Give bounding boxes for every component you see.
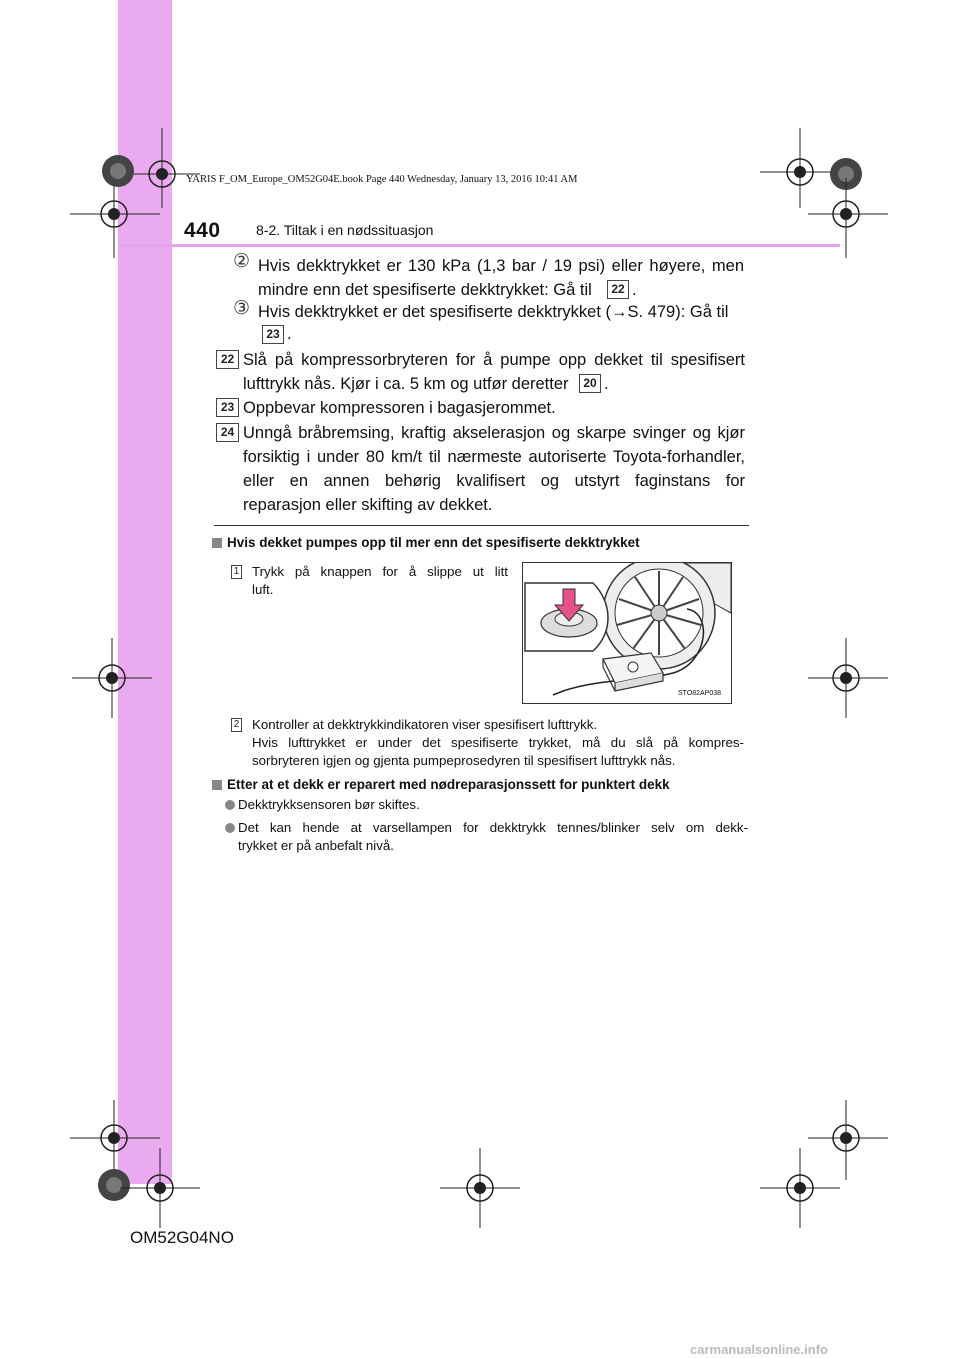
step-number-24: 24 [216,423,239,442]
substep-marker-2: ② [233,251,251,272]
substep-3-text-a: Hvis dekktrykket er det spesifiserte dekktrykket ( [258,303,612,321]
step-ref-22[interactable]: 22 [607,280,629,299]
starburst-top-left [101,154,135,188]
info-step-1-line2: luft. [252,582,274,597]
arrow-symbol: → [611,303,628,321]
document-code: OM52G04NO [130,1228,234,1247]
step-24-line3: eller en annen behørig kvalifisert og utstyrt faginstans for [243,472,745,490]
substep-3-end: . [287,325,292,343]
round-bullet-icon [225,800,235,810]
info-heading-1 [212,535,640,550]
info-heading-1-text: Hvis dekket pumpes opp til mer enn det spesifiserte dekktrykket [227,535,640,550]
registration-mark-bottom-left2 [120,1148,200,1228]
substep-2-end: . [632,281,637,299]
substep-marker-3: ③ [233,298,251,319]
step-24-line4: reparasjon eller skifting av dekket. [243,496,493,514]
step-ref-23[interactable]: 23 [262,325,284,344]
registration-mark-right-top [808,178,888,258]
section-divider [214,525,749,526]
illustration-code: STO82AP038 [678,690,722,697]
registration-mark-bottom-center [440,1148,520,1228]
header-rule [118,244,840,247]
info-heading-2-text: Etter at et dekk er reparert med nødreparasjonssett for punktert dekk [227,777,670,792]
substep-2-text: mindre enn det spesifiserte dekktrykket: Gå til [258,281,592,299]
step-22-line1: Slå på kompressorbryteren for å pumpe opp dekket til spesifisert [243,351,745,369]
compressor-illustration [522,562,732,704]
info-bullet-2-line2: trykket er på anbefalt nivå. [238,838,394,853]
section-title: 8-2. Tiltak i en nødssituasjon [256,222,434,238]
book-info: YARIS F_OM_Europe_OM52G04E.book Page 440 Wednesday, January 13, 2016 10:41 AM [186,174,578,185]
page-number: 440 [184,219,221,242]
info-step-1-line1: Trykk på knappen for å slippe ut litt [252,564,508,579]
info-step-2-line3: sorbryteren igjen og gjenta pumpeprosedyren til spesifisert lufttrykk nås. [252,753,676,768]
substep-3-text-b: S. 479): Gå til [627,303,729,321]
info-step-2-line2: Hvis lufttrykket er under det spesifiserte trykket, må du slå på kompres- [252,735,744,750]
step-23-line1: Oppbevar kompressoren i bagasjerommet. [243,399,556,417]
substep-2-line1: Hvis dekktrykket er 130 kPa (1,3 bar / 19 psi) eller høyere, men [258,257,744,275]
step-22-line2 [243,372,583,396]
round-bullet-icon [225,823,235,833]
info-bullet-1: Dekktrykksensoren bør skiftes. [238,797,420,812]
info-bullet-2-line1: Det kan hende at varsellampen for dekktrykk tennes/blinker selv om dekk- [238,820,748,835]
step-22-end: . [604,375,609,393]
registration-mark-right-mid [808,638,888,718]
info-step-2-line1: Kontroller at dekktrykkindikatoren viser spesifisert lufttrykk. [252,717,598,732]
info-step-number-2: 2 [231,718,242,732]
substep-3-line1 [258,300,748,324]
info-step-number-1: 1 [231,565,242,579]
step-ref-20[interactable]: 20 [579,374,601,393]
watermark: carmanualsonline.info [690,1342,828,1357]
step-22-text: lufttrykk nås. Kjør i ca. 5 km og utfør deretter [243,375,569,393]
step-24-line2: forsiktig i under 80 km/t til nærmeste autoriserte Toyota-forhandler, [243,448,745,466]
registration-mark-left-mid [72,638,152,718]
step-number-22: 22 [216,350,239,369]
tire-compressor-image [523,563,731,703]
square-bullet-icon [212,780,222,790]
square-bullet-icon [212,538,222,548]
step-24-line1: Unngå bråbremsing, kraftig akselerasjon og skarpe svinger og kjør [243,424,745,442]
step-number-23: 23 [216,398,239,417]
info-heading-2 [212,777,670,792]
registration-mark-right-bottom [808,1100,888,1180]
